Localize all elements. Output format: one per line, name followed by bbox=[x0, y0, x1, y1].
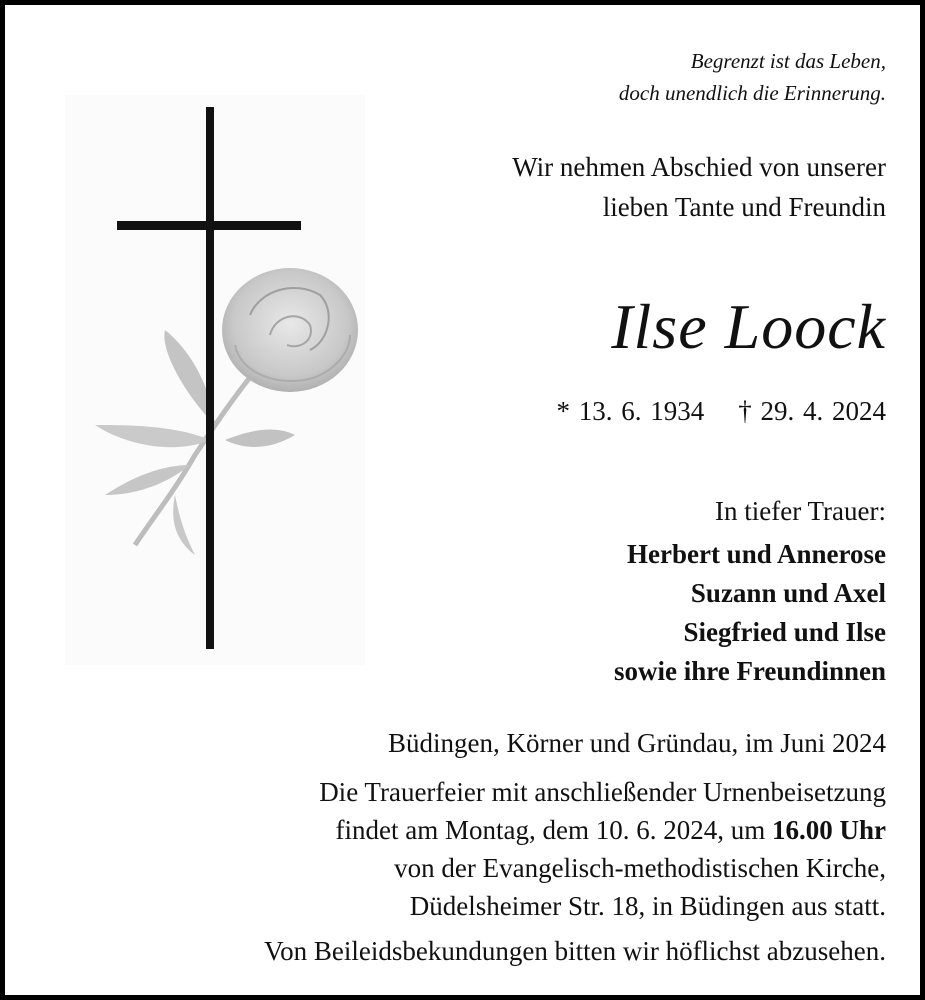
motto-line-2: doch unendlich die Erinnerung. bbox=[618, 81, 886, 105]
cross-and-rose-illustration bbox=[65, 95, 365, 665]
life-dates bbox=[557, 391, 887, 431]
mourners-list bbox=[614, 535, 886, 691]
ceremony-line-4: Düdelsheimer Str. 18, in Büdingen aus statt. bbox=[409, 891, 886, 921]
mourner-name: Suzann und Axel bbox=[690, 578, 886, 608]
ceremony-date-text: findet am Montag, dem 10. 6. 2024, um bbox=[335, 815, 772, 845]
ceremony-info bbox=[319, 773, 886, 925]
birth-date: * 13. 6. 1934 bbox=[556, 396, 705, 426]
ceremony-line-3: von der Evangelisch-methodistischen Kirche, bbox=[394, 853, 886, 883]
motto-verse bbox=[619, 45, 886, 109]
death-date: † 29. 4. 2024 bbox=[738, 396, 886, 426]
deceased-name: Ilse Loock bbox=[611, 291, 886, 362]
ceremony-time: 16.00 Uhr bbox=[772, 815, 886, 845]
mourner-name: Siegfried und Ilse bbox=[683, 617, 886, 647]
intro-text bbox=[512, 147, 886, 227]
intro-line-2: lieben Tante und Freundin bbox=[602, 192, 886, 222]
place-and-date: Büdingen, Körner und Gründau, im Juni 2024 bbox=[388, 728, 886, 758]
mourner-name: Herbert und Annerose bbox=[626, 539, 886, 569]
motto-line-1: Begrenzt ist das Leben, bbox=[690, 49, 886, 73]
intro-line-1: Wir nehmen Abschied von unserer bbox=[512, 152, 886, 182]
mourning-label: In tiefer Trauer: bbox=[715, 496, 886, 526]
closing-note: Von Beileidsbekundungen bitten wir höflichst abzusehen. bbox=[264, 936, 886, 966]
ceremony-line-1: Die Trauerfeier mit anschließender Urnenbeisetzung bbox=[319, 777, 886, 807]
mourner-name: sowie ihre Freundinnen bbox=[613, 656, 886, 686]
ceremony-line-2 bbox=[319, 811, 886, 849]
